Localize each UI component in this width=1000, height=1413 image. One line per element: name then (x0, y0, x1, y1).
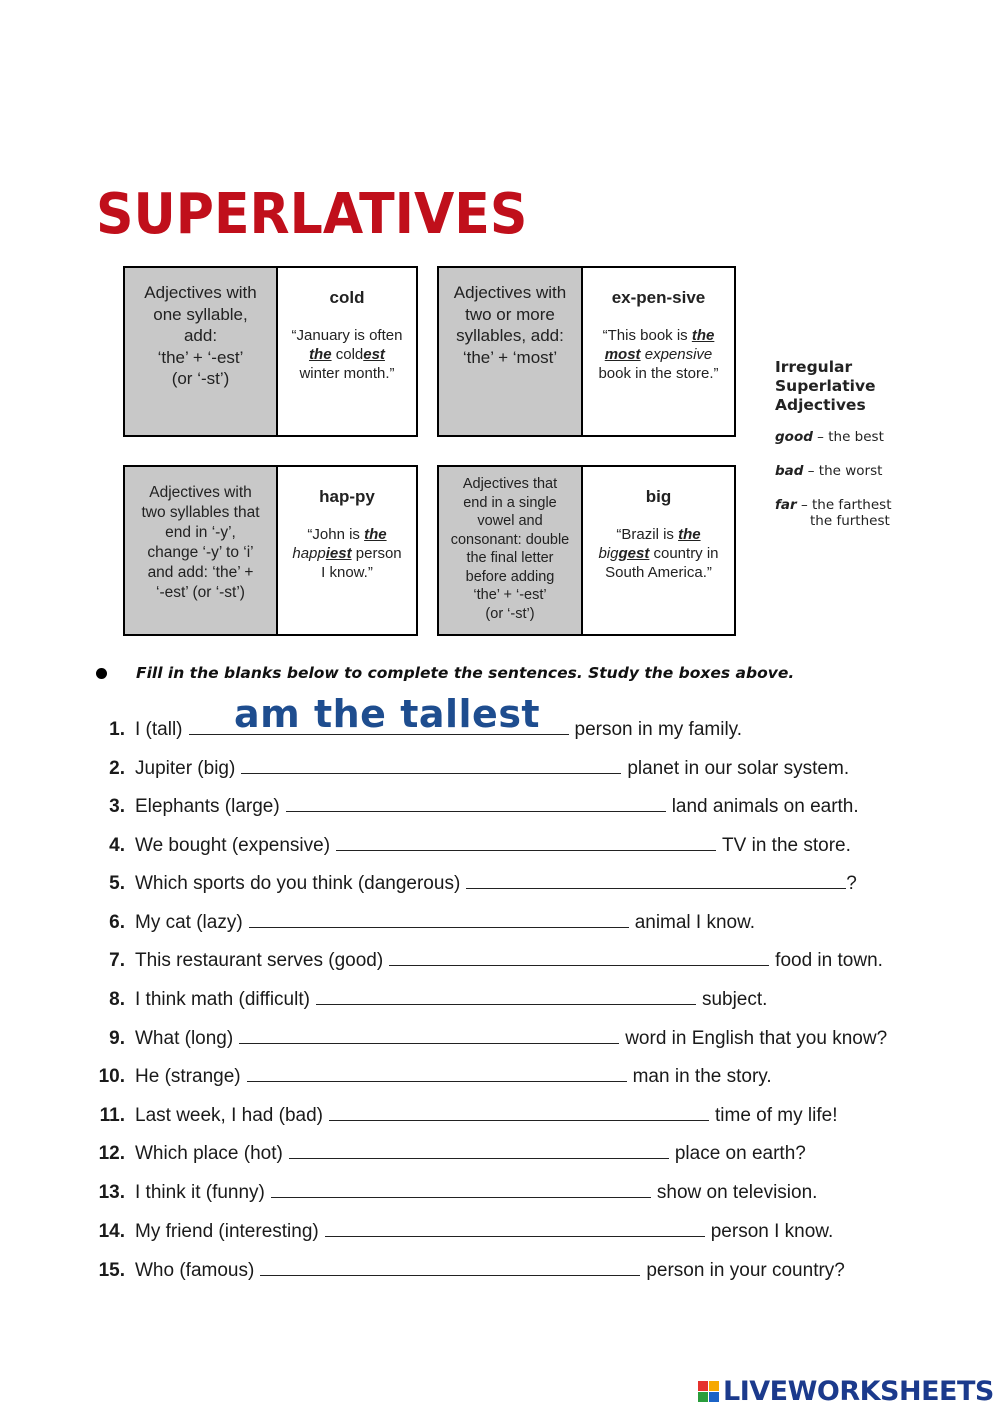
rule-example (583, 467, 734, 634)
question-ending: TV in the store. (722, 835, 851, 856)
question-number: 12. (98, 1143, 125, 1164)
question-number: 1. (109, 719, 125, 740)
question-row (80, 1218, 980, 1243)
question-row (80, 986, 980, 1011)
irregular-item-good: good – the best (775, 429, 884, 445)
irregular-superlatives (775, 358, 975, 547)
question-ending: person in your country? (646, 1260, 845, 1281)
question-ending: word in English that you know? (625, 1028, 888, 1049)
question-prompt: I think it (funny) (135, 1182, 265, 1203)
question-row (80, 1179, 980, 1204)
question-number: 6. (109, 912, 125, 933)
answer-blank[interactable] (466, 870, 846, 889)
question-prompt: Which sports do you think (dangerous) (135, 873, 461, 894)
question-prompt: Which place (hot) (135, 1143, 283, 1164)
question-prompt: Elephants (large) (135, 796, 280, 817)
question-ending: ? (846, 873, 857, 894)
answer-blank[interactable] (271, 1179, 651, 1198)
irregular-item-far: far – the farthest the furthest (775, 497, 892, 529)
example-word: ex-pen-sive (611, 288, 706, 307)
example-sentence: “This book is the most expensive book in the store.” (598, 327, 719, 382)
answer-blank[interactable] (286, 793, 666, 812)
example-word: hap-py (319, 487, 375, 506)
question-number: 13. (98, 1182, 125, 1203)
rule-description: Adjectives that end in a single vowel and consonant: double the final letter before adding ‘the’ + ‘-est’ (or ‘-st’) (439, 467, 583, 634)
question-ending: planet in our solar system. (627, 758, 850, 779)
question-row (80, 947, 980, 972)
answer-blank[interactable] (325, 1218, 705, 1237)
question-number: 15. (98, 1260, 125, 1281)
question-prompt: Who (famous) (135, 1260, 255, 1281)
question-row (80, 1140, 980, 1165)
question-prompt: Last week, I had (bad) (135, 1105, 323, 1126)
question-prompt: I (tall) (135, 719, 183, 740)
answer-blank[interactable] (249, 909, 629, 928)
rule-box-ending-y (123, 465, 418, 636)
question-row (80, 793, 980, 818)
question-row (80, 1025, 980, 1050)
example-word: big (645, 487, 672, 506)
question-ending: time of my life! (715, 1105, 838, 1126)
question-prompt: My cat (lazy) (135, 912, 243, 933)
bullet-icon (96, 668, 107, 679)
question-ending: food in town. (775, 950, 883, 971)
example-sentence: “January is often the coldest winter month.” (291, 327, 403, 382)
rule-description: Adjectives with two syllables that end in ‘-y’, change ‘-y’ to ‘i’ and add: ‘the’ + ‘-est’ (or ‘-st’) (125, 467, 278, 634)
answer-blank[interactable] (239, 1025, 619, 1044)
question-ending: person in my family. (574, 719, 743, 740)
question-ending: animal I know. (634, 912, 756, 933)
rule-example (278, 467, 416, 634)
answer-blank[interactable] (241, 755, 621, 774)
question-number: 10. (98, 1066, 125, 1087)
question-prompt: My friend (interesting) (135, 1221, 319, 1242)
example-word: cold (329, 288, 365, 307)
question-prompt: Jupiter (big) (135, 758, 236, 779)
question-number: 2. (109, 758, 125, 779)
question-prompt: He (strange) (135, 1066, 241, 1087)
answer-blank[interactable] (247, 1063, 627, 1082)
question-prompt: This restaurant serves (good) (135, 950, 384, 971)
question-row (80, 1063, 980, 1088)
question-number: 11. (99, 1105, 125, 1126)
example-sentence: “John is the happiest person I know.” (292, 526, 402, 581)
answer-q1: am the tallest (234, 692, 541, 736)
logo-text: LIVEWORKSHEETS (723, 1376, 994, 1407)
rule-box-double-consonant (437, 465, 736, 636)
question-number: 8. (109, 989, 125, 1010)
answer-blank[interactable] (316, 986, 696, 1005)
rule-example (278, 268, 416, 435)
question-row (80, 870, 980, 895)
question-prompt: What (long) (135, 1028, 234, 1049)
irregular-heading: Irregular Superlative Adjectives (775, 358, 876, 414)
question-row (80, 1102, 980, 1127)
question-ending: place on earth? (674, 1143, 806, 1164)
rule-description: Adjectives with two or more syllables, add: ‘the’ + ‘most’ (439, 268, 583, 435)
question-ending: man in the story. (632, 1066, 772, 1087)
question-ending: show on television. (656, 1182, 818, 1203)
example-sentence: “Brazil is the biggest country in South America.” (598, 526, 719, 581)
question-number: 14. (98, 1221, 125, 1242)
question-number: 7. (109, 950, 125, 971)
instruction: Fill in the blanks below to complete the sentences. Study the boxes above. (96, 664, 794, 682)
question-ending: subject. (701, 989, 768, 1010)
question-row (80, 1257, 980, 1282)
answer-blank[interactable] (289, 1140, 669, 1159)
question-number: 4. (109, 835, 125, 856)
question-prompt: We bought (expensive) (135, 835, 331, 856)
question-row (80, 909, 980, 934)
question-number: 5. (109, 873, 125, 894)
rule-box-two-plus-syllables (437, 266, 736, 437)
answer-blank[interactable] (260, 1257, 640, 1276)
answer-blank[interactable] (389, 947, 769, 966)
liveworksheets-logo (698, 1376, 994, 1407)
question-row (80, 832, 980, 857)
question-ending: person I know. (710, 1221, 834, 1242)
question-number: 3. (109, 796, 125, 817)
rule-example (583, 268, 734, 435)
page-title: SUPERLATIVES (96, 182, 528, 247)
question-number: 9. (109, 1028, 125, 1049)
rule-box-one-syllable (123, 266, 418, 437)
logo-mark-icon (698, 1381, 719, 1402)
irregular-item-bad: bad – the worst (775, 463, 883, 479)
question-prompt: I think math (difficult) (135, 989, 310, 1010)
answer-blank[interactable] (336, 832, 716, 851)
answer-blank[interactable] (329, 1102, 709, 1121)
question-ending: land animals on earth. (671, 796, 859, 817)
rule-description: Adjectives with one syllable, add: ‘the’ + ‘-est’ (or ‘-st’) (125, 268, 278, 435)
question-row (80, 755, 980, 780)
